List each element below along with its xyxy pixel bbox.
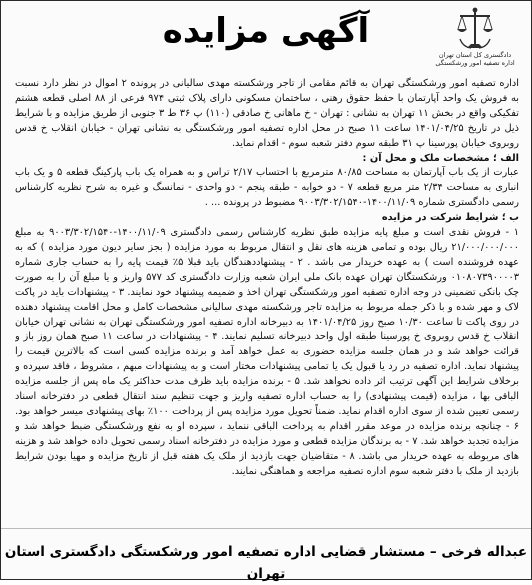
judiciary-emblem (427, 5, 523, 77)
section-b-heading: ب ؛ شرایط شرکت در مزایده (381, 212, 519, 224)
notice-header (1, 1, 531, 75)
emblem-line-1: دادگستری کل استان تهران (438, 51, 512, 59)
notice-body (15, 77, 519, 527)
signature-line: عبداله فرخی – مستشار قضایی اداره تصفیه امور ورشکستگی دادگستری استان تهران (4, 544, 528, 582)
notice-title: آگهی مزایده (162, 11, 370, 51)
section-a-paragraph: عبارت از یک باب آپارتمان به مساحت ۸۰/۸۵ مترمربع با احتساب ۲/۱۷ تراس و به همراه یک باب پارکینگ قطعه ۵ و یک باب انباری به مساحت ۲/۳۴ متر مربع قطعه ۷ - دو خوابه - طبقه پنجم - دو واحدی - نمانسگ و غیره به شرح نظریه کارشناس رسمی دادگستری شماره ۱۴۰۰/۱۱/۰۹-۹۰۰۳/۳۰۲/۱۵۴۰ مضبوط در پرونده ... . (15, 167, 519, 209)
section-a-heading: الف ؛ مشخصات ملک و محل آن : (362, 152, 519, 164)
section-b-paragraph: ۱ - فروش نقدی است و مبلغ پایه مزایده طبق نظریه کارشناس رسمی دادگستری ۱۴۰۰/۱۱/۰۹-۹۰۰۳/۳۰۲/۱۵۴۰ به مبلغ ۲۱/۰۰۰/۰۰۰/۰۰۰ ریال بوده و تمامی هزینه های نقل و انتقال مربوط به مورد مزایده ( بجز سایر دیون مورد مزایده ) که به عهده فروشنده است ) به عهده خریدار می باشد . ۲ - پیشنهاددهندگان باید قبلا ۵٪ قیمت پایه را به حساب جاری شماره ۰۱۰۸۰۷۳۹۰۰۰۰۳ ورشکستگان تهران عهده بانک ملی ایران شعبه وزارت دادگستری کد ۵۷۷ واریز و یا مبلغ آن را به صورت چک بانکی تضمینی در وجه اداره تصفیه امور ورشکستگی تهران اخذ و ضمیمه پیشنهاد خود نمایند. ۳ - پیشنهادات باید در پاکت لاک و مهر شده و با ذکر جمله مربوط به مزایده تاجر ورشکسته مهدی سالیانی مشخصات کامل و محل اقامت پیشنهاد دهنده در روی پاکت تا ساعت ۱۰/۳۰ صبح روز ۱۴۰۱/۰۴/۲۵ به دبیرخانه اداره تصفیه امور ورشکستگی تهران به نشانی تهران خیابان انقلاب خ قدس روبروی خ پورسینا طبقه اول واحد دبیرخانه تسلیم نمایند. ۴ - پیشنهادات در ساعت ۱۱ صبح همان روز باز و قرائت خواهد شد و در همان جلسه مزایده حضوری به عمل خواهد آمد و برنده مزایده کسی است که بالاترین قیمت را پیشنهاد نماید. اداره تصفیه در رد یا قبول یک یا تمامی پیشنهادات مختار است و به پیشنهادات مبهم ، مشروط ، فاقد سپرده و برخلاف شرایط این آگهی ترتیب اثر داده نخواهد شد. ۵ - برنده مزایده باید ظرف مدت حداکثر یک ماه پس از جلسه مزایده الباقی بها ، مزایده (قیمت پیشنهادی) را به حساب اداره تصفیه واریز و جهت تنظیم سند انتقال قطعی در دفترخانه اسناد رسمی تعیین شده از سوی اداره اقدام نماید. ضمناً تحویل مورد مزایده پس از پرداخت ۱۰۰٪ بهای پیشنهادی میسر خواهد بود. ۶ - چنانچه برنده مزایده در موعد مقرر اقدام به پرداخت الباقی ننماید ، سپرده او به نفع ورشکستگی ضبط خواهد شد و مزایده تجدید خواهد شد. ۷ - به برندگان مزایده قطعی و مورد مزایده در دفترخانه اسناد رسمی تحویل داده خواهد شد و هزینه های مربوطه به عهده خریدار می باشد. ۸ - متقاضیان جهت بازدید از ملک یک هفته قبل از تاریخ مزایده و مهیا بودن شرایط بازدید از ملک با دفتر شعبه سوم اداره تصفیه مراجعه و هماهنگی نمایند. (15, 227, 519, 477)
intro-paragraph: اداره تصفیه امور ورشکستگی تهران به قائم مقامی از تاجر ورشکسته مهدی سالیانی در پرونده ۲ اموال در نظر دارد نسبت به فروش یک واحد آپارتمان با حفظ حقوق رهنی ، ساختمان مسکونی دارای پلاک ثبتی ۹۷۴ فرعی از ۸۸ اصلی قطعه هشتم تفکیکی واقع در بخش ۱۱ تهران به نشانی : تهران - خ ماهانی خ صادقی (۱۱۰) پ ۳۶ ط ۳ جنوبی از طریق مزایده و با شرایط ذیل در تاریخ ۱۴۰۱/۰۴/۲۵ ساعت ۱۱ صبح در محل اداره تصفیه امور ورشکستگی به نشانی تهران - خیابان انقلاب خ قدس روبروی خیابان پورسینا پ ۳۱ طبقه سوم دفتر شعبه سوم - اقدام نماید. (15, 78, 519, 149)
emblem-line-2: اداره تصفیه امور ورشکستگی (435, 59, 515, 67)
scales-of-justice-icon (455, 5, 495, 51)
notice-footer (1, 528, 531, 582)
